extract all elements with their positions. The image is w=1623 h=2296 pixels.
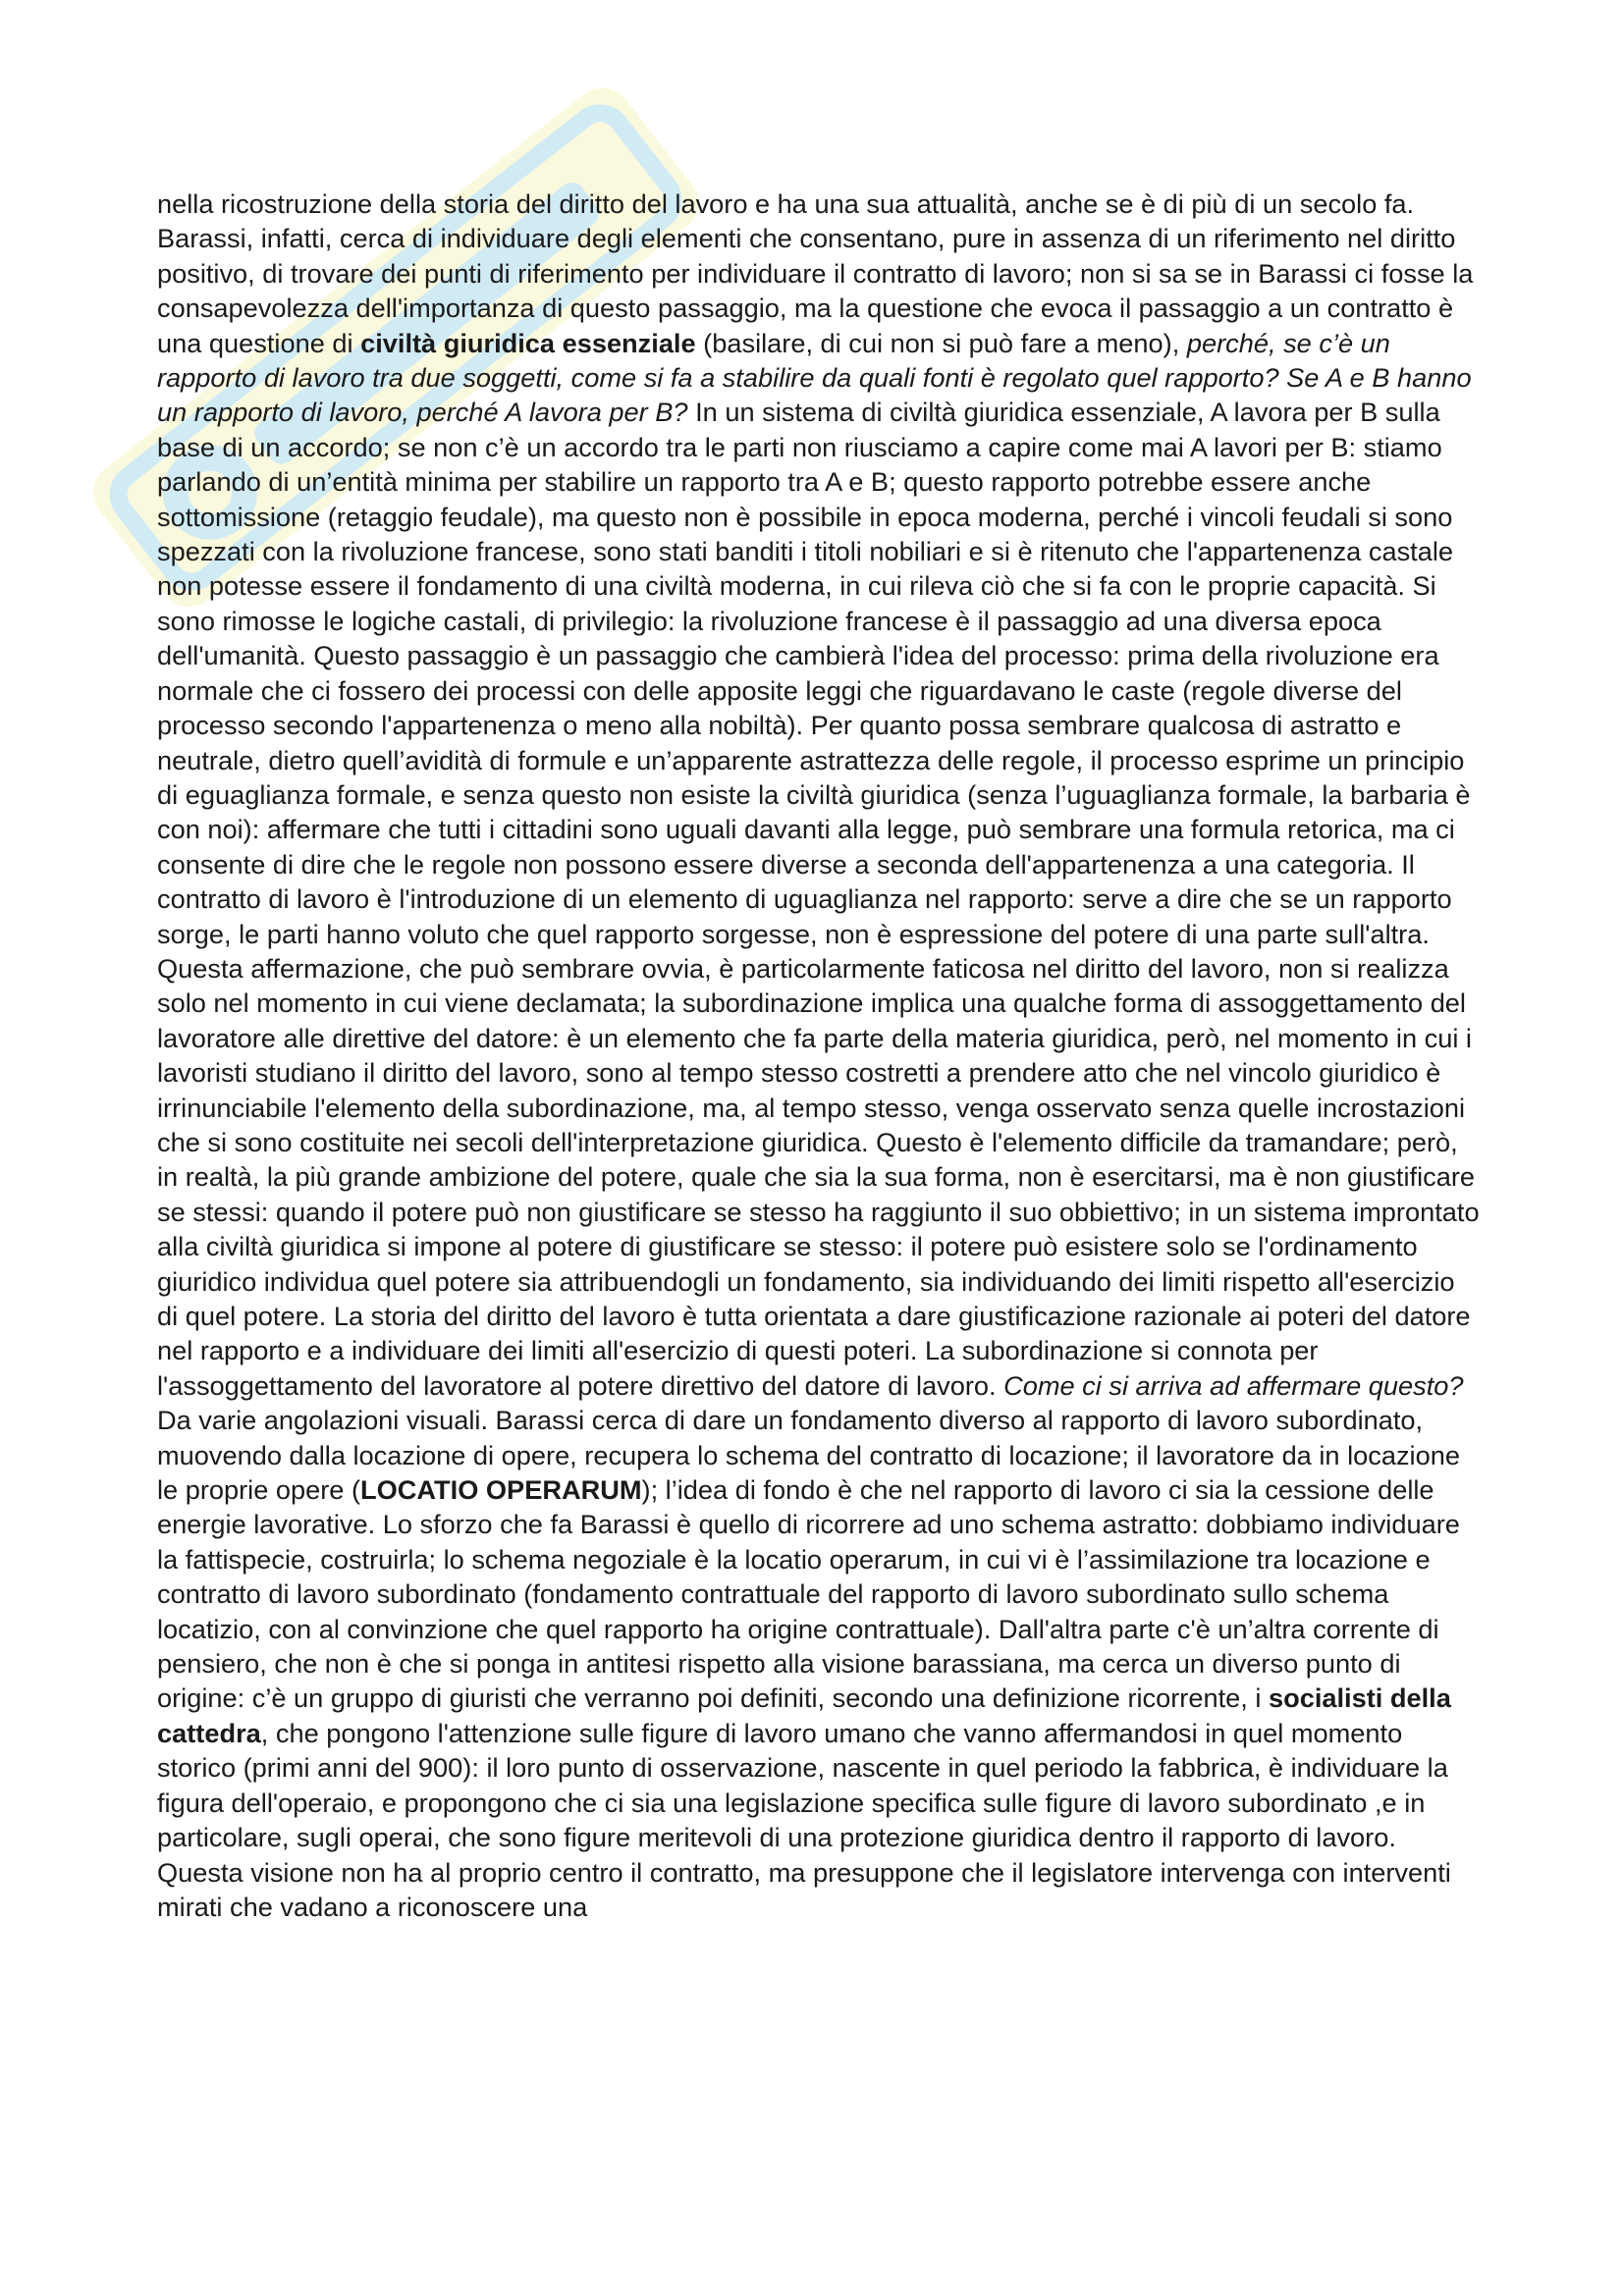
text-segment: (basilare, di cui non si può fare a meno), [695,327,1187,358]
text-segment: nella ricostruzione della storia del diritto del lavoro e ha una sua attualità, anche se è di più di un secolo fa. Barassi, infatti, cerca di individuare degli elementi che consentano, pure in assenza di un riferimento nel diritto positivo, di trovare dei punti di riferimento per individuare il contratto di lavoro; non si sa se in Barassi ci fosse la consapevolezza dell'importanza di questo passaggio, ma la questione che evoca il passaggio a un contratto è una questione di [157,188,1481,358]
text-segment-italic: perché, se c’è un rapporto di lavoro tra due soggetti, come si fa a stabilire da quali fonti è regolato quel rapporto? Se A e B hanno un rapporto di lavoro, perché A lavora per B? [157,327,1480,428]
text-segment: In un sistema di civiltà giuridica essenziale, A lavora per B sulla base di un accordo; se non c’è un accordo tra le parti non riusciamo a capire come mai A lavori per B: stiamo parlando di un’entità minima per stabilire un rapporto tra A e B; questo rapporto potrebbe essere anche sottomissione (retaggio feudale), ma questo non è possibile in epoca moderna, perché i vincoli feudali si sono spezzati con la rivoluzione francese, sono stati banditi i titoli nobiliari e si è ritenuto che l'appartenenza castale non potesse essere il fondamento di una civiltà moderna, in cui rileva ciò che si fa con le proprie capacità. Si sono rimosse le logiche castali, di privilegio: la rivoluzione francese è il passaggio ad una diversa epoca dell'umanità. Questo passaggio è un passaggio che cambierà l'idea del processo: prima della rivoluzione era normale che ci fossero dei processi con delle apposite leggi che riguardavano le caste (regole diverse del processo secondo l'appartenenza o meno alla nobiltà). Per quanto possa sembrare qualcosa di astratto e neutrale, dietro quell’avidità di formule e un’apparente astrattezza delle regole, il processo esprime un principio di eguaglianza formale, e senza questo non esiste la civiltà giuridica (senza l’uguaglianza formale, la barbaria è con noi): affermare che tutti i cittadini sono uguali davanti alla legge, può sembrare una formula retorica, ma ci consente di dire che le regole non possono essere diverse a seconda dell'appartenenza a una categoria. Il contratto di lavoro è l'introduzione di un elemento di uguaglianza nel rapporto: serve a dire che se un rapporto sorge, le parti hanno voluto che quel rapporto sorgesse, non è espressione del potere di una parte sull'altra. Questa affermazione, che può sembrare ovvia, è particolarmente faticosa nel diritto del lavoro, non si realizza solo nel momento in cui viene declamata; la subordinazione implica una qualche forma di assoggettamento del lavoratore alle direttive del datore: è un elemento che fa parte della materia giuridica, però, nel momento in cui i lavoristi studiano il diritto del lavoro, sono al tempo stesso costretti a prendere atto che nel vincolo giuridico è irrinunciabile l'elemento della subordinazione, ma, al tempo stesso, venga osservato senza quelle incrostazioni che si sono costituite nei secoli dell'interpretazione giuridica. Questo è l'elemento difficile da tramandare; però, in realtà, la più grande ambizione del potere, quale che sia la sua forma, non è esercitarsi, ma è non giustificare se stessi: quando il potere può non giustificare se stesso ha raggiunto il suo obbiettivo; in un sistema improntato alla civiltà giuridica si impone al potere di giustificare se stesso: il potere può esistere solo se l'ordinamento giuridico individua quel potere sia attribuendogli un fondamento, sia individuando dei limiti rispetto all'esercizio di quel potere. La storia del diritto del lavoro è tutta orientata a dare giustificazione razionale ai poteri del datore nel rapporto e a individuare dei limiti all'esercizio di questi poteri. La subordinazione si connota per l'assoggettamento del lavoratore al potere direttivo del datore di lavoro. [157,397,1488,1401]
text-segment: ); l’idea di fondo è che nel rapporto di lavoro ci sia la cessione delle energie lavorative. Lo sforzo che fa Barassi è quello di ricorrere ad uno schema astratto: dobbiamo individuare la fattispecie, costruirla; lo schema negoziale è la locatio operarum, in cui vi è l’assimilazione tra locazione e contratto di lavoro subordinato (fondamento contrattuale del rapporto di lavoro subordinato sullo schema locatizio, con al convinzione che quel rapporto ha origine contrattuale). Dall'altra parte c'è un’altra corrente di pensiero, che non è che si ponga in antitesi rispetto alla visione barassiana, ma cerca un diverso punto di origine: c’è un gruppo di giuristi che verranno poi definiti, secondo una definizione ricorrente, i [157,1474,1468,1714]
text-segment-bold: civiltà giuridica essenziale [360,327,696,358]
text-segment-italic: Come ci si arriva ad affermare questo? [1003,1369,1464,1401]
text-segment: Da varie angolazioni visuali. Barassi cerca di dare un fondamento diverso al rapporto di lavoro subordinato, muovendo dalla locazione di opere, recupera lo schema del contratto di locazione; il lavoratore da in locazione le proprie opere ( [157,1369,1472,1506]
text-segment-bold: socialisti della cattedra [157,1682,1459,1748]
text-segment-bold: LOCATIO OPERARUM [360,1474,642,1506]
text-segment: , che pongono l'attenzione sulle figure di lavoro umano che vanno affermandosi in quel momento storico (primi anni del 900): il loro punto di osservazione, nascente in quel periodo la fabbrica, è individuare la figura dell'operaio, e propongono che ci sia una legislazione specifica sulle figure di lavoro subordinato ,e in particolare, sugli operai, che sono figure meritevoli di una protezione giuridica dentro il rapporto di lavoro. Questa visione non ha al proprio centro il contratto, ma presuppone che il legislatore intervenga con interventi mirati che vadano a riconoscere una [157,1717,1459,1922]
body-paragraph [157,187,1488,1924]
